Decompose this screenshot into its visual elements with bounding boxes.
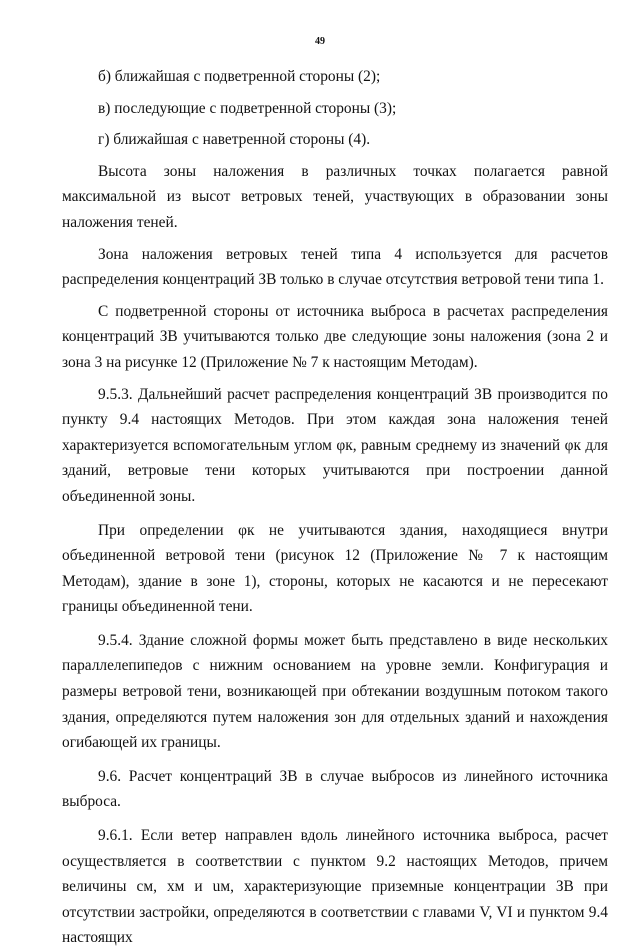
paragraph: С подветренной стороны от источника выброса в расчетах распределения концентраций ЗВ учитываются только две следующие зоны наложения (зона 2 и зона 3 на рисунке 12 (Приложение № 7 к настоящим Методам). xyxy=(62,302,608,371)
paragraph: При определении φк не учитываются здания, находящиеся внутри объединенной ветровой тени (рисунок 12 (Приложение № 7 к настоящим Методам), здание в зоне 1), стороны, которых не касаются и не пересекают границы объединенной тени. xyxy=(62,521,608,616)
paragraph-9-6-1: 9.6.1. Если ветер направлен вдоль линейного источника выброса, расчет осуществляется в соответствии с пунктом 9.2 настоящих Методов, причем величины cм, xм и uм, характеризующие приземные концентрации ЗВ при отсутствии застройки, определяются в соответствии с главами V, VI и пунктом 9.4 настоящих xyxy=(62,827,608,947)
paragraph: Зона наложения ветровых теней типа 4 используется для расчетов распределения концентраций ЗВ только в случае отсутствия ветровой тени типа 1. xyxy=(62,245,608,289)
paragraph-9-6: 9.6. Расчет концентраций ЗВ в случае выбросов из линейного источника выброса. xyxy=(62,767,608,811)
list-item-b: б) ближайшая с подветренной стороны (2); xyxy=(98,68,381,85)
paragraph: Высота зоны наложения в различных точках полагается равной максимальной из высот ветровых теней, участвующих в образовании зоны наложения теней. xyxy=(62,162,608,231)
list-item-g: г) ближайшая с наветренной стороны (4). xyxy=(98,131,371,149)
page-number: 49 xyxy=(315,36,325,47)
list-item-v: в) последующие с подветренной стороны (3); xyxy=(98,99,397,117)
document-body xyxy=(62,64,608,951)
paragraph-9-5-3: 9.5.3. Дальнейший расчет распределения концентраций ЗВ производится по пункту 9.4 настоящих Методов. При этом каждая зона наложения теней характеризуется вспомогательным углом φк, равным среднему из значений φк для зданий, ветровые тени которых учитываются при построении данной объединенной зоны. xyxy=(62,385,608,505)
paragraph-9-5-4: 9.5.4. Здание сложной формы может быть представлено в виде нескольких параллелепипедов с нижним основанием на уровне земли. Конфигурация и размеры ветровой тени, возникающей при обтекании воздушным потоком такого здания, определяются путем наложения зон для отдельных зданий и нахождения огибающей их границы. xyxy=(62,631,608,752)
